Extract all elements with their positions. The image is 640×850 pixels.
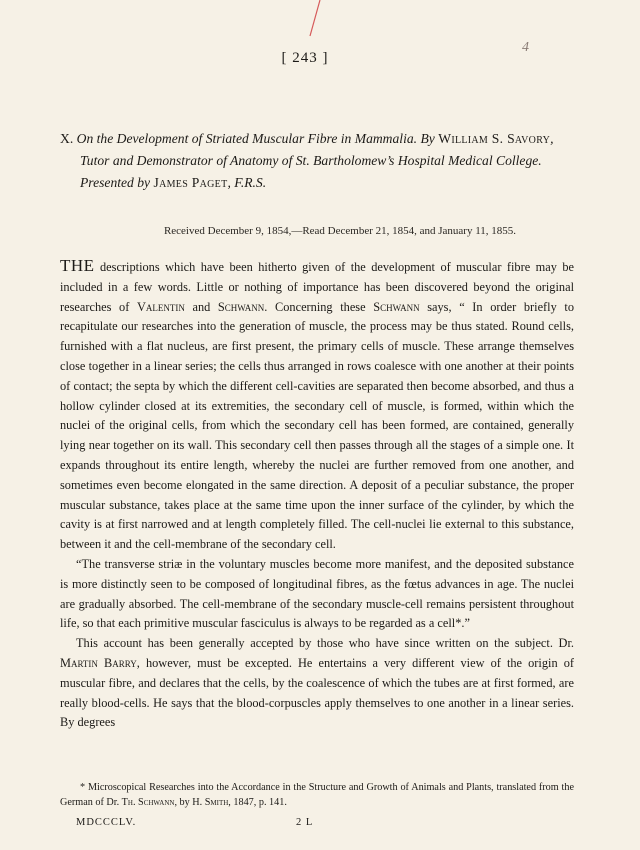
pencil-annotation: 4 — [522, 40, 529, 55]
red-pencil-mark — [290, 0, 340, 40]
name-barry: Martin Barry — [60, 655, 137, 670]
sheet-signature: 2 L — [296, 817, 314, 828]
volume-year: MDCCCLV. — [76, 817, 137, 828]
article-body — [60, 256, 574, 733]
paragraph-1: THE descriptions which have been hitherto given of the development of muscular fibre may be included in a few words. Little or nothing of importance has been discovered beyond the original researches of Valentin and Schwann. Concerning these Schwann says, “ In order briefly to recapitulate our researches into the generation of muscle, the process may be thus stated. Round cells, furnished with a flat nucleus, are first present, the primary cells of muscle. These arrange themselves close together in a linear series; the cells thus arranged in rows coalesce with one another at their points of contact; the septa by which the different cell-cavities are separated then become absorbed, and thus a hollow cylinder closed at its extremities, the secondary cell of muscle, is formed, within which the nuclei of the original cells, from which the secondary cell has been formed, are contained, generally lying near together on its wall. This secondary cell then passes through all the stages of a simple one. It expands throughout its entire length, whereby the nuclei are further removed from one another, and sometimes even become elongated in the same direction. A deposit of a peculiar substance, the proper muscular substance, takes place at the same time upon the inner surface of the cylinder, by which the cavity is at first narrowed and at length completely filled. The cell-nuclei lie external to this substance, between it and the cell-membrane of the secondary cell. — [60, 256, 575, 552]
received-date-line: Received December 9, 1854,—Read December 21, 1854, and January 11, 1855. — [163, 225, 517, 237]
article-number: X. — [60, 131, 74, 146]
drop-cap: THE — [60, 256, 95, 275]
name-schwann: Schwann — [373, 299, 420, 314]
author-name: William S. Savory — [438, 131, 551, 146]
article-title: X. On the Development of Striated Muscular Fibre in Mammalia. By William S. Savory, Tutor and Demonstrator of Anatomy of St. Bartholomew’s Hospital Medical College. Presented by James Paget, F.R.S. — [60, 131, 554, 190]
name-valentin: Valentin — [136, 299, 185, 314]
paragraph-2: “The transverse striæ in the voluntary muscles become more manifest, and the deposited substance is more distinctly seen to be composed of longitudinal fibres, as the fœtus advances in age. The nuclei are gradually absorbed. The cell-membrane of the secondary muscle-cell remains persistent throughout life, so that each primitive muscular fasciculus is always to be regarded as a cell*.” — [60, 556, 574, 631]
name-schwann: Th. Schwann — [121, 797, 175, 808]
page-number: [ 243 ] — [281, 50, 329, 66]
name-schwann: Schwann — [217, 299, 265, 314]
presenter-name: James Paget — [153, 175, 228, 190]
footnote: * Microscopical Researches into the Accordance in the Structure and Growth of Animals and Plants, translated from the German of Dr. Th. Schwann, by H. Smith, 1847, p. 141. — [60, 782, 574, 808]
name-smith: Smith — [204, 797, 229, 808]
paragraph-3: This account has been generally accepted by those who have since written on the subject. Dr. Martin Barry, however, must be excepted. He entertains a very different view of the origin of muscular fibre, and declares that the cells, by the coalescence of which the tubes are at first formed, are really blood-cells. He says that the blood-corpuscles apply themselves to one another in a linear series. By degrees — [60, 636, 574, 730]
